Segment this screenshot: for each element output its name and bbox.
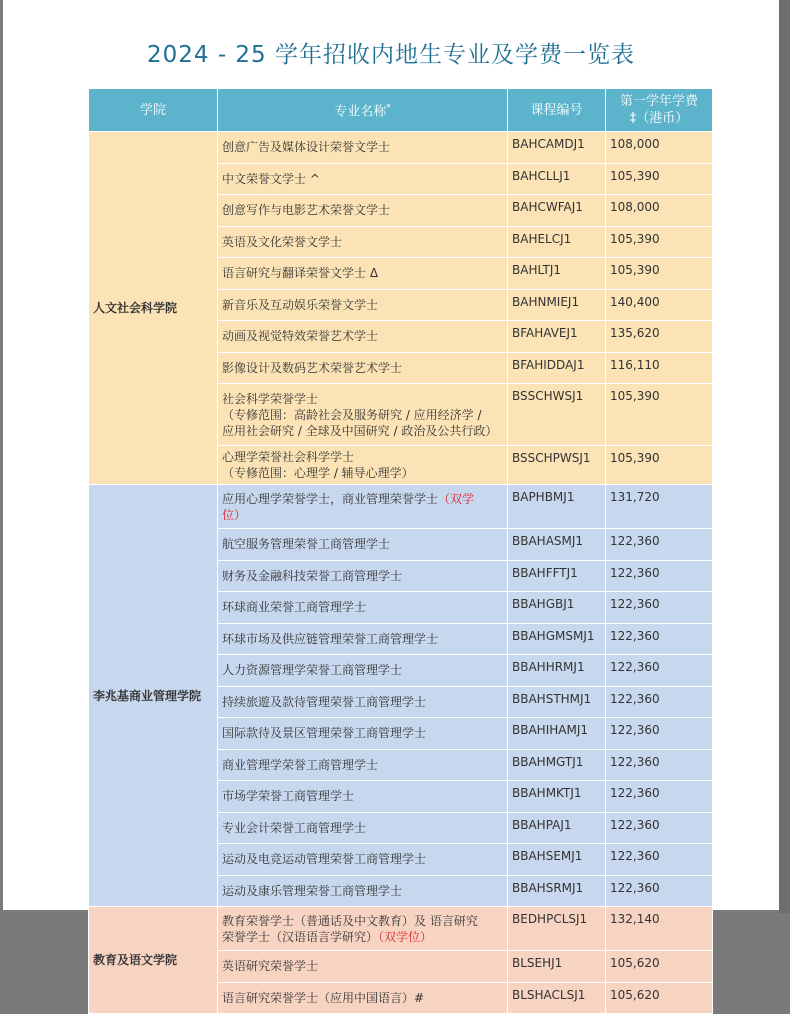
programme-name-line2: （专修范围：高龄社会及服务研究 / 应用经济学 / xyxy=(222,407,482,422)
programme-cell xyxy=(218,718,508,750)
programme-name-line3: 应用社会研究 / 全球及中国研究 / 政治及公共行政） xyxy=(222,423,498,438)
programme-cell xyxy=(218,875,508,907)
programme-name: 新音乐及互动娱乐荣誉文学士 xyxy=(222,297,379,312)
tuition-fee: 105,390 xyxy=(606,163,713,195)
programme-code: BFAHIDDAJ1 xyxy=(508,352,606,384)
header-school: 学院 xyxy=(89,89,218,132)
tuition-fee: 122,360 xyxy=(606,655,713,687)
tuition-fee: 122,360 xyxy=(606,844,713,876)
programme-code: BAHCLLJ1 xyxy=(508,163,606,195)
tuition-fee: 122,360 xyxy=(606,623,713,655)
programme-cell xyxy=(218,623,508,655)
programme-name: 英语研究荣誉学士 xyxy=(222,959,319,974)
programme-code: BAPHBMJ1 xyxy=(508,485,606,529)
programme-cell xyxy=(218,226,508,258)
programme-code: BBAHGMSMJ1 xyxy=(508,623,606,655)
tuition-fee: 122,360 xyxy=(606,529,713,561)
programme-cell xyxy=(218,485,508,529)
programme-name-line2: （专修范围：心理学 / 辅导心理学） xyxy=(222,466,414,480)
tuition-fee: 116,110 xyxy=(606,352,713,384)
tuition-fee: 122,360 xyxy=(606,812,713,844)
programme-name: 中文荣誉文学士 ^ xyxy=(222,171,320,186)
programme-code: BAHCAMDJ1 xyxy=(508,132,606,164)
programme-name: 商业管理学荣誉工商管理学士 xyxy=(222,757,379,772)
programme-code: BBAHGBJ1 xyxy=(508,592,606,624)
table-header-row xyxy=(89,89,713,132)
fee-table xyxy=(88,88,713,1014)
programme-cell xyxy=(218,289,508,321)
tuition-fee: 122,360 xyxy=(606,718,713,750)
programme-code: BLSHACLSJ1 xyxy=(508,982,606,1014)
header-programme xyxy=(218,89,508,132)
school-cell: 人文社会科学院 xyxy=(89,132,218,485)
tuition-fee: 105,390 xyxy=(606,226,713,258)
programme-code: BSSCHWSJ1 xyxy=(508,384,606,446)
programme-name: 语言研究与翻译荣誉文学士 Δ xyxy=(222,266,379,281)
programme-name: 运动及康乐管理荣誉工商管理学士 xyxy=(222,883,403,898)
programme-name: 英语及文化荣誉文学士 xyxy=(222,234,343,249)
table-row xyxy=(89,907,713,951)
programme-name: 环球市场及供应链管理荣誉工商管理学士 xyxy=(222,631,439,646)
programme-cell xyxy=(218,592,508,624)
header-fee-line2: ‡（港币） xyxy=(629,111,689,126)
tuition-fee: 105,620 xyxy=(606,951,713,983)
programme-name: 应用心理学荣誉学士，商业管理荣誉学士 xyxy=(222,491,439,506)
tuition-fee: 135,620 xyxy=(606,321,713,353)
programme-name: 动画及视觉特效荣誉艺术学士 xyxy=(222,329,379,344)
programme-name: 心理学荣誉社会科学学士 xyxy=(222,450,355,464)
programme-cell xyxy=(218,844,508,876)
programme-cell xyxy=(218,951,508,983)
tuition-fee: 108,000 xyxy=(606,132,713,164)
programme-cell xyxy=(218,384,508,446)
programme-code: BBAHASMJ1 xyxy=(508,529,606,561)
programme-cell xyxy=(218,686,508,718)
programme-name: 持续旅遊及款待管理荣誉工商管理学士 xyxy=(222,694,427,709)
header-fee-line1: 第一学年学费 xyxy=(619,94,698,109)
programme-code: BBAHSRMJ1 xyxy=(508,875,606,907)
programme-code: BBAHPAJ1 xyxy=(508,812,606,844)
tuition-fee: 105,620 xyxy=(606,982,713,1014)
programme-name: 创意写作与电影艺术荣誉文学士 xyxy=(222,203,391,218)
programme-code: BBAHSTHMJ1 xyxy=(508,686,606,718)
programme-code: BAHLTJ1 xyxy=(508,258,606,290)
programme-name: 教育荣誉学士（普通话及中文教育）及 语言研究 xyxy=(222,913,478,928)
programme-code: BBAHFFTJ1 xyxy=(508,560,606,592)
programme-cell xyxy=(218,321,508,353)
programme-code: BLSEHJ1 xyxy=(508,951,606,983)
programme-cell xyxy=(218,560,508,592)
tuition-fee: 122,360 xyxy=(606,560,713,592)
programme-name: 环球商业荣誉工商管理学士 xyxy=(222,600,367,615)
tuition-fee: 105,390 xyxy=(606,446,713,485)
programme-name: 国际款待及景区管理荣誉工商管理学士 xyxy=(222,726,427,741)
tuition-fee: 131,720 xyxy=(606,485,713,529)
table-row xyxy=(89,485,713,529)
programme-name: 影像设计及数码艺术荣誉艺术学士 xyxy=(222,360,403,375)
programme-name: 航空服务管理荣誉工商管理学士 xyxy=(222,537,391,552)
programme-code: BSSCHPWSJ1 xyxy=(508,446,606,485)
header-programme-label: 专业名称 xyxy=(334,104,387,120)
programme-code: BBAHIHAMJ1 xyxy=(508,718,606,750)
double-degree-tag-line2: 位） xyxy=(222,507,247,522)
programme-name: 语言研究荣誉学士（应用中国语言）# xyxy=(222,990,425,1005)
programme-code: BAHNMIEJ1 xyxy=(508,289,606,321)
programme-code: BAHELCJ1 xyxy=(508,226,606,258)
viewer-edge xyxy=(779,0,790,913)
programme-name: 人力资源管理学荣誉工商管理学士 xyxy=(222,663,403,678)
tuition-fee: 105,390 xyxy=(606,384,713,446)
double-degree-tag-line2: （双学位） xyxy=(378,929,433,944)
header-fee xyxy=(606,89,713,132)
table-row xyxy=(89,132,713,164)
programme-cell xyxy=(218,749,508,781)
tuition-fee: 122,360 xyxy=(606,592,713,624)
programme-name: 运动及电竞运动管理荣誉工商管理学士 xyxy=(222,852,427,867)
document-page xyxy=(3,0,779,1005)
programme-code: BBAHMKTJ1 xyxy=(508,781,606,813)
tuition-fee: 140,400 xyxy=(606,289,713,321)
programme-cell xyxy=(218,529,508,561)
school-cell: 李兆基商业管理学院 xyxy=(89,485,218,907)
tuition-fee: 122,360 xyxy=(606,749,713,781)
tuition-fee: 122,360 xyxy=(606,686,713,718)
programme-cell xyxy=(218,655,508,687)
programme-cell xyxy=(218,258,508,290)
programme-code: BEDHPCLSJ1 xyxy=(508,907,606,951)
programme-cell xyxy=(218,446,508,485)
programme-cell xyxy=(218,195,508,227)
tuition-fee: 122,360 xyxy=(606,781,713,813)
programme-name: 财务及金融科技荣誉工商管理学士 xyxy=(222,568,403,583)
programme-cell xyxy=(218,163,508,195)
programme-code: BBAHHRMJ1 xyxy=(508,655,606,687)
header-code: 课程编号 xyxy=(508,89,606,132)
programme-code: BBAHSEMJ1 xyxy=(508,844,606,876)
tuition-fee: 108,000 xyxy=(606,195,713,227)
programme-name: 专业会计荣誉工商管理学士 xyxy=(222,820,367,835)
programme-cell xyxy=(218,982,508,1014)
programme-cell xyxy=(218,812,508,844)
programme-cell xyxy=(218,132,508,164)
double-degree-tag: （双学 xyxy=(438,491,475,506)
programme-name-line2: 荣誉学士（汉语语言学研究） xyxy=(222,929,379,944)
programme-name: 市场学荣誉工商管理学士 xyxy=(222,789,355,804)
tuition-fee: 122,360 xyxy=(606,875,713,907)
programme-name: 社会科学荣誉学士 xyxy=(222,391,319,406)
programme-name: 创意广告及媒体设计荣誉文学士 xyxy=(222,140,391,155)
school-cell: 教育及语文学院 xyxy=(89,907,218,1014)
programme-cell xyxy=(218,781,508,813)
page-title: 2024 - 25 学年招收内地生专业及学费一览表 xyxy=(146,42,636,68)
tuition-fee: 105,390 xyxy=(606,258,713,290)
header-programme-mark: * xyxy=(386,102,391,113)
tuition-fee: 132,140 xyxy=(606,907,713,951)
programme-cell xyxy=(218,907,508,951)
programme-code: BFAHAVEJ1 xyxy=(508,321,606,353)
programme-cell xyxy=(218,352,508,384)
programme-code: BAHCWFAJ1 xyxy=(508,195,606,227)
programme-code: BBAHMGTJ1 xyxy=(508,749,606,781)
